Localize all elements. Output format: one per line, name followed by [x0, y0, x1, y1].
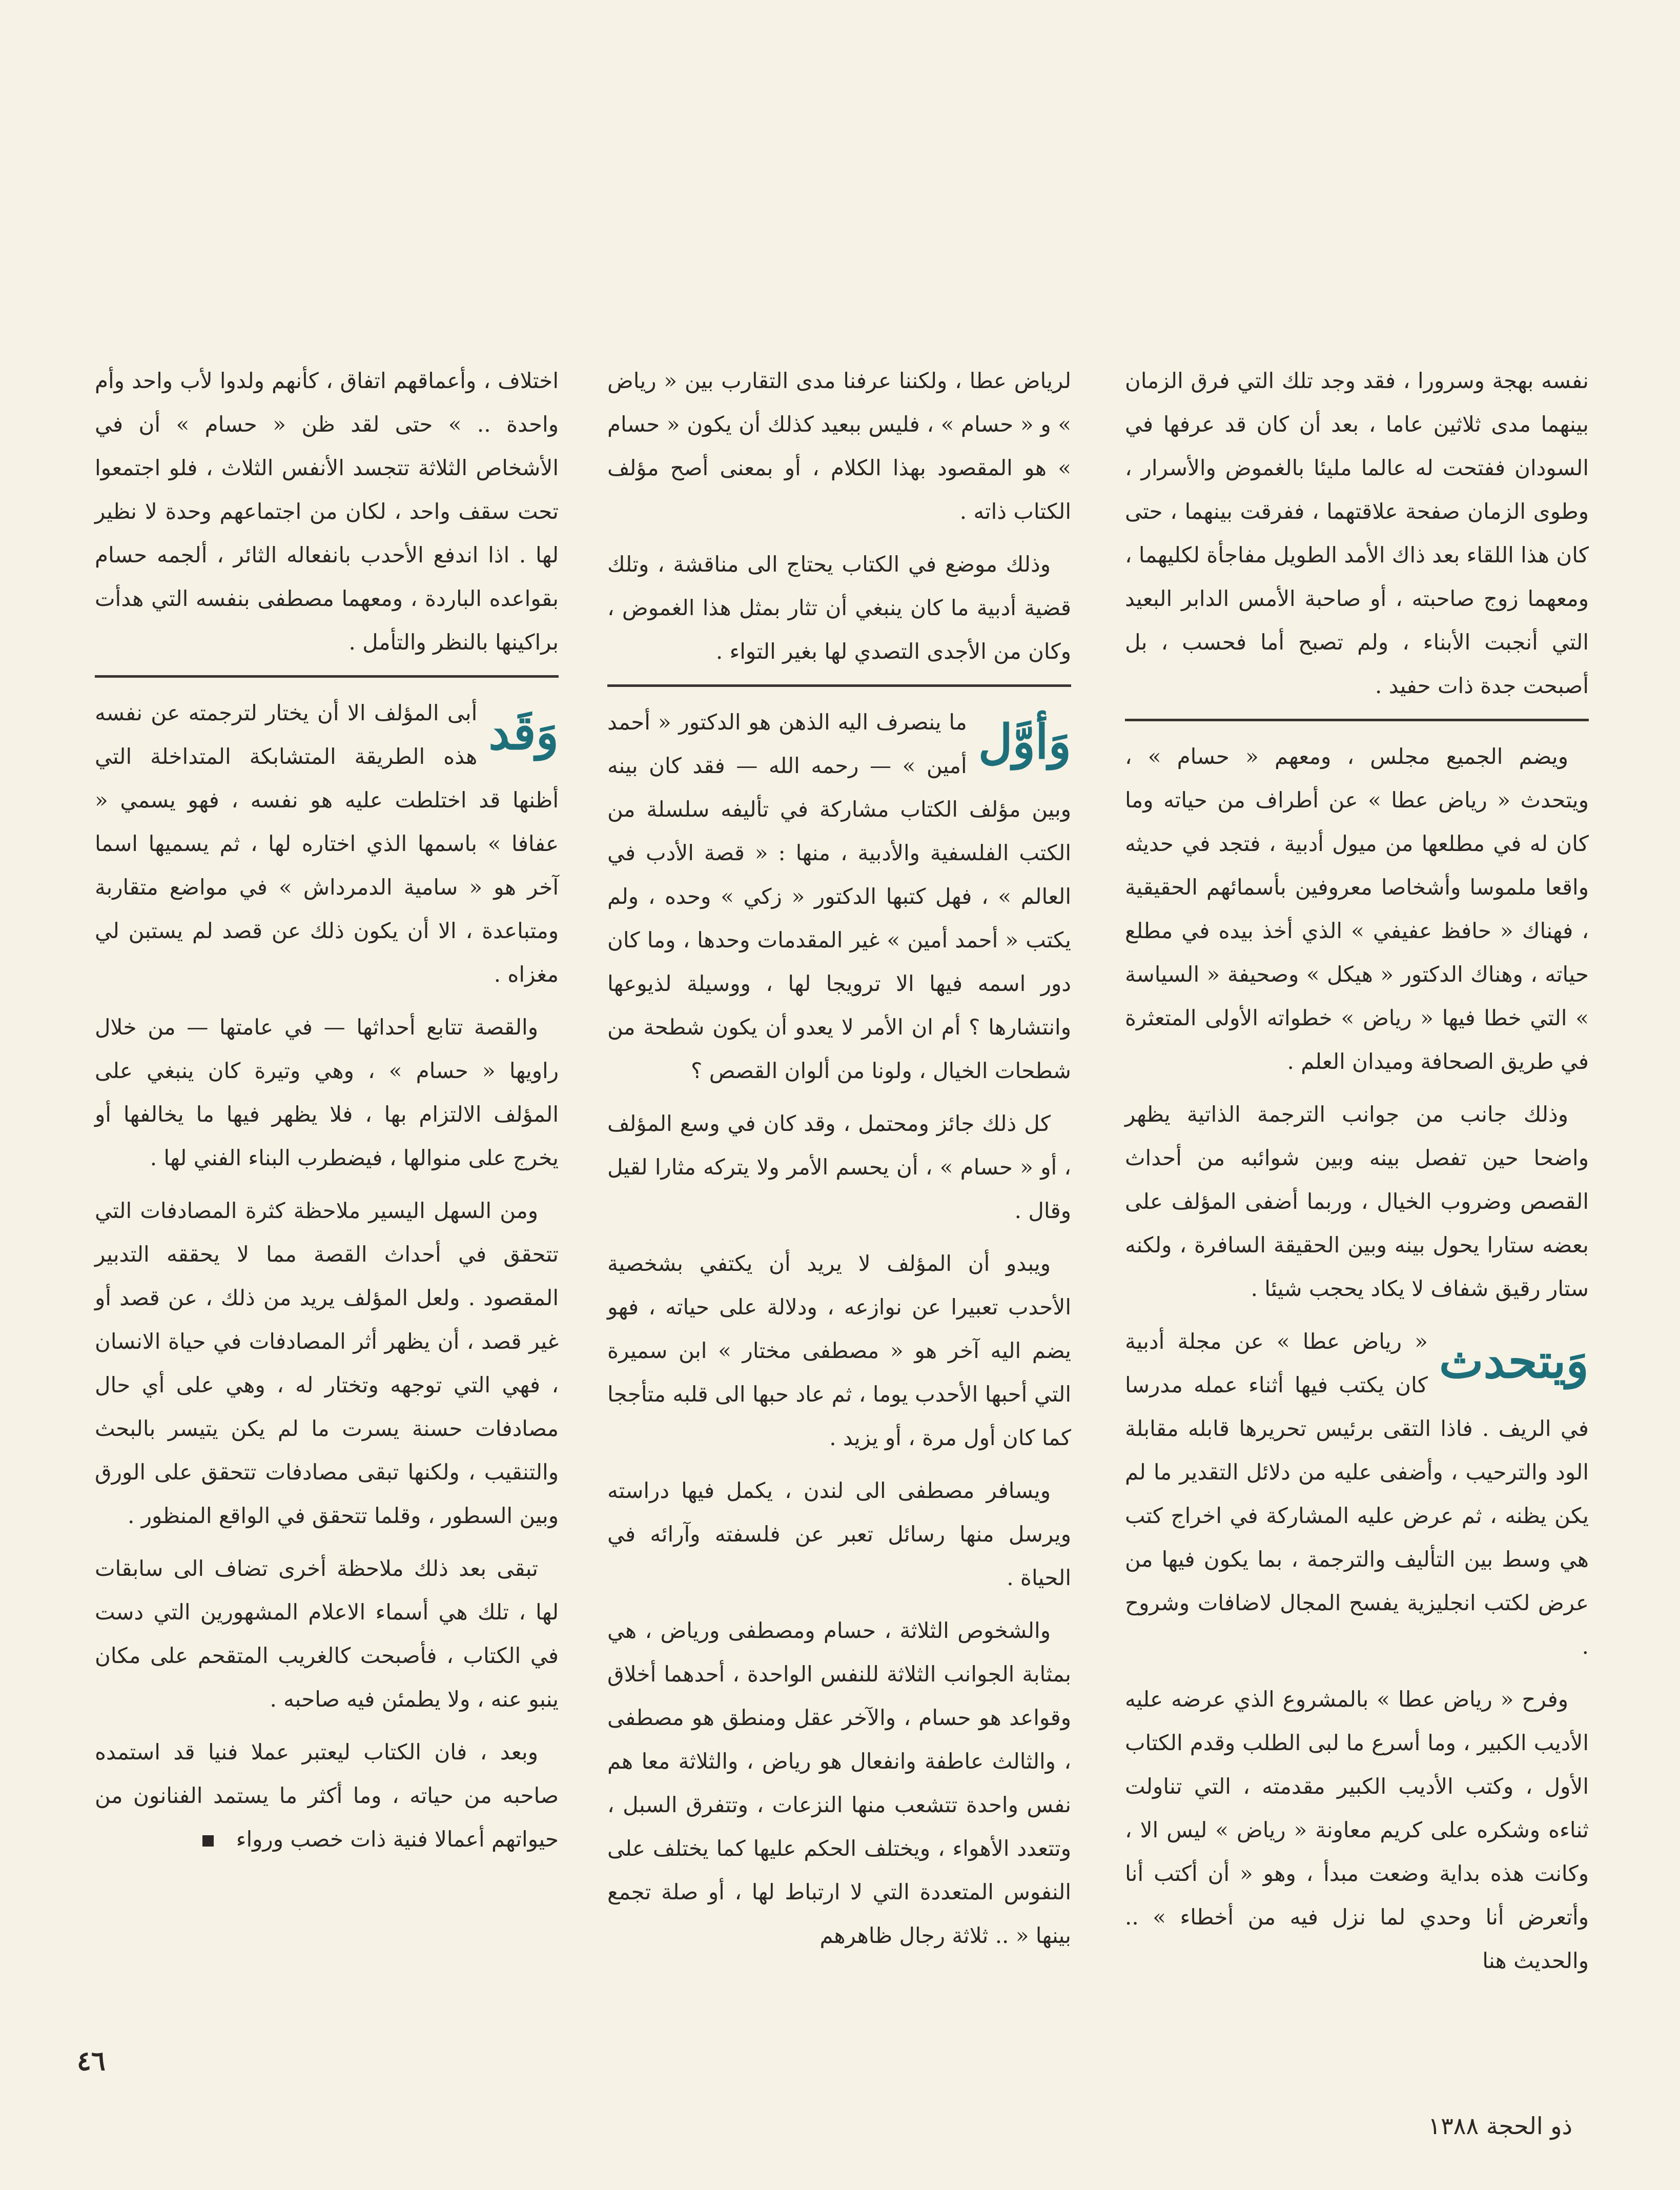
body-paragraph: اختلاف ، وأعماقهم اتفاق ، كأنهم ولدوا لأب واحد وأم واحدة .. » حتى لقد ظن « حسام » أن في الأشخاص الثلاثة تتجسد الأنفس الثلاث ، فلو اجتمعوا تحت سقف واحد ، لكان من اجتماعهم وحدة لا نظير لها . اذا اندفع الأحدب بانفعاله الثائر ، ألجمه حسام بقواعده الباردة ، ومعهما مصطفى بنفسه التي هدأت براكينها بالنظر والتأمل . [95, 368, 559, 655]
body-paragraph [95, 1730, 559, 1861]
section-divider [607, 684, 1071, 687]
paragraph-text: وبعد ، فان الكتاب ليعتبر عملا فنيا قد استمده صاحبه من حياته ، وما أكثر ما يستمد الفنانون من حيواتهم أعمالا فنية ذات خصب ورواء [95, 1739, 559, 1852]
article-column-middle [607, 359, 1072, 1948]
section-divider [1125, 719, 1589, 721]
body-paragraph: ومن السهل اليسير ملاحظة كثرة المصادفات التي تتحقق في أحداث القصة مما لا يحققه التدبير المقصود . ولعل المؤلف يريد من ذلك ، عن قصد أو غير قصد ، أن يظهر أثر المصادفات في حياة الانسان ، فهي التي توجهه وتختار له ، وهي على أي حال مصادفات حسنة يسرت ما لم يكن يتيسر بالبحث والتنقيب ، ولكنها تبقى مصادفات تتحقق على الورق وبين السطور ، وقلما تتحقق في الواقع المنظور . [95, 1198, 559, 1528]
body-paragraph: وفرح « رياض عطا » بالمشروع الذي عرضه عليه الأديب الكبير ، وما أسرع ما لبى الطلب وقدم الكتاب الأول ، وكتب الأديب الكبير مقدمته ، التي تناولت ثناءه وشكره على كريم معاونة « رياض » ليس الا ، وكانت هذه بداية وضعت مبدأ ، وهو « أن أكتب أنا وأتعرض أنا وحدي لما نزل فيه من أخطاء » .. والحديث هنا [1125, 1687, 1589, 1973]
section-heading-wa-awwal: وَأوَّل [978, 714, 1071, 769]
body-paragraph [607, 700, 1071, 1092]
page-number: ٤٦ [77, 2045, 106, 2077]
body-paragraph: تبقى بعد ذلك ملاحظة أخرى تضاف الى سابقات لها ، تلك هي أسماء الاعلام المشهورين التي دست في الكتاب ، فأصبحت كالغريب المتقحم على مكان ينبو عنه ، ولا يطمئن فيه صاحبه . [95, 1556, 559, 1712]
body-paragraph [1125, 1320, 1589, 1668]
paragraph-text: « رياض عطا » عن مجلة أدبية كان يكتب فيها أثناء عمله مدرسا في الريف . فاذا التقى برئيس تحريرها قابله مقابلة الود والترحيب ، وأضفى عليه من دلائل التقدير ما لم يكن يظنه ، ثم عرض عليه المشاركة في اخراج كتب هي وسط بين التأليف والترجمة ، بما يكون فيها من عرض لكتب انجليزية يفسح المجال لاضافات وشروح . [1125, 1329, 1589, 1659]
paragraph-text: ما ينصرف اليه الذهن هو الدكتور « أحمد أمين » — رحمه الله — فقد كان بينه وبين مؤلف الكتاب مشاركة في تأليفه سلسلة من الكتب الفلسفية والأدبية ، منها : « قصة الأدب في العالم » ، فهل كتبها الدكتور « زكي » وحده ، ولم يكتب « أحمد أمين » غير المقدمات وحدها ، وما كان دور اسمه فيها الا ترويجا لها ، ووسيلة لذيوعها وانتشارها ؟ أم ان الأمر لا يعدو أن يكون شطحة من شطحات الخيال ، ولونا من ألوان القصص ؟ [607, 709, 1071, 1083]
article-column-right [1125, 359, 1589, 1973]
body-paragraph: وذلك موضع في الكتاب يحتاج الى مناقشة ، وتلك قضية أدبية ما كان ينبغي أن تثار بمثل هذا الغموض ، وكان من الأجدى التصدي لها بغير التواء . [607, 552, 1071, 664]
body-paragraph: نفسه بهجة وسرورا ، فقد وجد تلك التي فرق الزمان بينهما مدى ثلاثين عاما ، بعد أن كان قد عرفها في السودان ففتحت له عالما مليئا بالغموض والأسرار ، وطوى الزمان صفحة علاقتهما ، ففرقت بينهما ، حتى كان هذا اللقاء بعد ذاك الأمد الطويل مفاجأة لكليهما ، ومعهما زوج صاحبته ، أو صاحبة الأمس الدابر البعيد التي أنجبت الأبناء ، ولم تصبح أما فحسب ، بل أصبحت جدة ذات حفيد . [1125, 368, 1589, 698]
section-heading-wa-qad: وَقَد [488, 705, 559, 760]
body-paragraph [95, 691, 559, 996]
issue-date: ذو الحجة ١٣٨٨ [1428, 2112, 1572, 2140]
body-paragraph: ويضم الجميع مجلس ، ومعهم « حسام » ، ويتحدث « رياض عطا » عن أطراف من حياته وما كان له في مطلعها من ميول أدبية ، فتجد في حديثه واقعا ملموسا وأشخاصا معروفين بأسمائهم الحقيقية ، فهناك « حافظ عفيفي » الذي أخذ بيده في مطلع حياته ، وهناك الدكتور « هيكل » وصحيفة « السياسة » التي خطا فيها « رياض » خطواته الأولى المتعثرة في طريق الصحافة وميدان العلم . [1125, 744, 1589, 1074]
body-paragraph: ويسافر مصطفى الى لندن ، يكمل فيها دراسته ويرسل منها رسائل تعبر عن فلسفته وآرائه في الحياة . [607, 1478, 1071, 1590]
body-paragraph: لرياض عطا ، ولكننا عرفنا مدى التقارب بين « رياض » و « حسام » ، فليس ببعيد كذلك أن يكون « حسام » هو المقصود بهذا الكلام ، أو بمعنى أصح مؤلف الكتاب ذاته . [607, 368, 1071, 524]
paragraph-text: أبى المؤلف الا أن يختار لترجمته عن نفسه هذه الطريقة المتشابكة المتداخلة التي أظنها قد اختلطت عليه هو نفسه ، فهو يسمي « عفافا » باسمها الذي اختاره لها ، ثم يسميها اسما آخر هو « سامية الدمرداش » في مواضع متقاربة ومتباعدة ، الا أن يكون ذلك عن قصد لم يستبن لي مغزاه . [95, 700, 559, 987]
end-of-article-icon [202, 1835, 214, 1847]
body-paragraph: والقصة تتابع أحداثها — في عامتها — من خلال راويها « حسام » ، وهي وتيرة كان ينبغي على المؤلف الالتزام بها ، فلا يظهر فيها ما يخالفها أو يخرج على منوالها ، فيضطرب البناء الفني لها . [95, 1015, 559, 1170]
body-paragraph: ويبدو أن المؤلف لا يريد أن يكتفي بشخصية الأحدب تعبيرا عن نوازعه ، ودلالة على حياته ، فهو يضم اليه آخر هو « مصطفى مختار » ابن سميرة التي أحبها الأحدب يوما ، ثم عاد حبها الى قلبه متأججا كما كان أول مرة ، أو يزيد . [607, 1251, 1072, 1450]
body-paragraph: وذلك جانب من جوانب الترجمة الذاتية يظهر واضحا حين تفصل بينه وبين شوائبه من أحداث القصص وضروب الخيال ، وربما أضفى المؤلف على بعضه ستارا يحول بينه وبين الحقيقة السافرة ، ولكنه ستار رقيق شفاف لا يكاد يحجب شيئا . [1125, 1102, 1589, 1301]
article-column-left [95, 359, 559, 1852]
section-divider [95, 675, 559, 678]
body-paragraph: كل ذلك جائز ومحتمل ، وقد كان في وسع المؤلف ، أو « حسام » ، أن يحسم الأمر ولا يتركه مثارا لقيل وقال . [607, 1111, 1071, 1223]
section-heading-wa-tahaddath: وَيتحدث [1439, 1333, 1589, 1389]
body-paragraph: والشخوص الثلاثة ، حسام ومصطفى ورياض ، هي بمثابة الجوانب الثلاثة للنفس الواحدة ، أحدهما أخلاق وقواعد هو حسام ، والآخر عقل ومنطق هو مصطفى ، والثالث عاطفة وانفعال هو رياض ، والثلاثة معا هم نفس واحدة تتشعب منها النزعات ، وتتفرق السبل ، وتتعدد الأهواء ، ويختلف الحكم عليها كما يختلف على النفوس المتعددة التي لا ارتباط لها ، أو صلة تجمع بينها « .. ثلاثة رجال ظاهرهم [607, 1618, 1071, 1948]
